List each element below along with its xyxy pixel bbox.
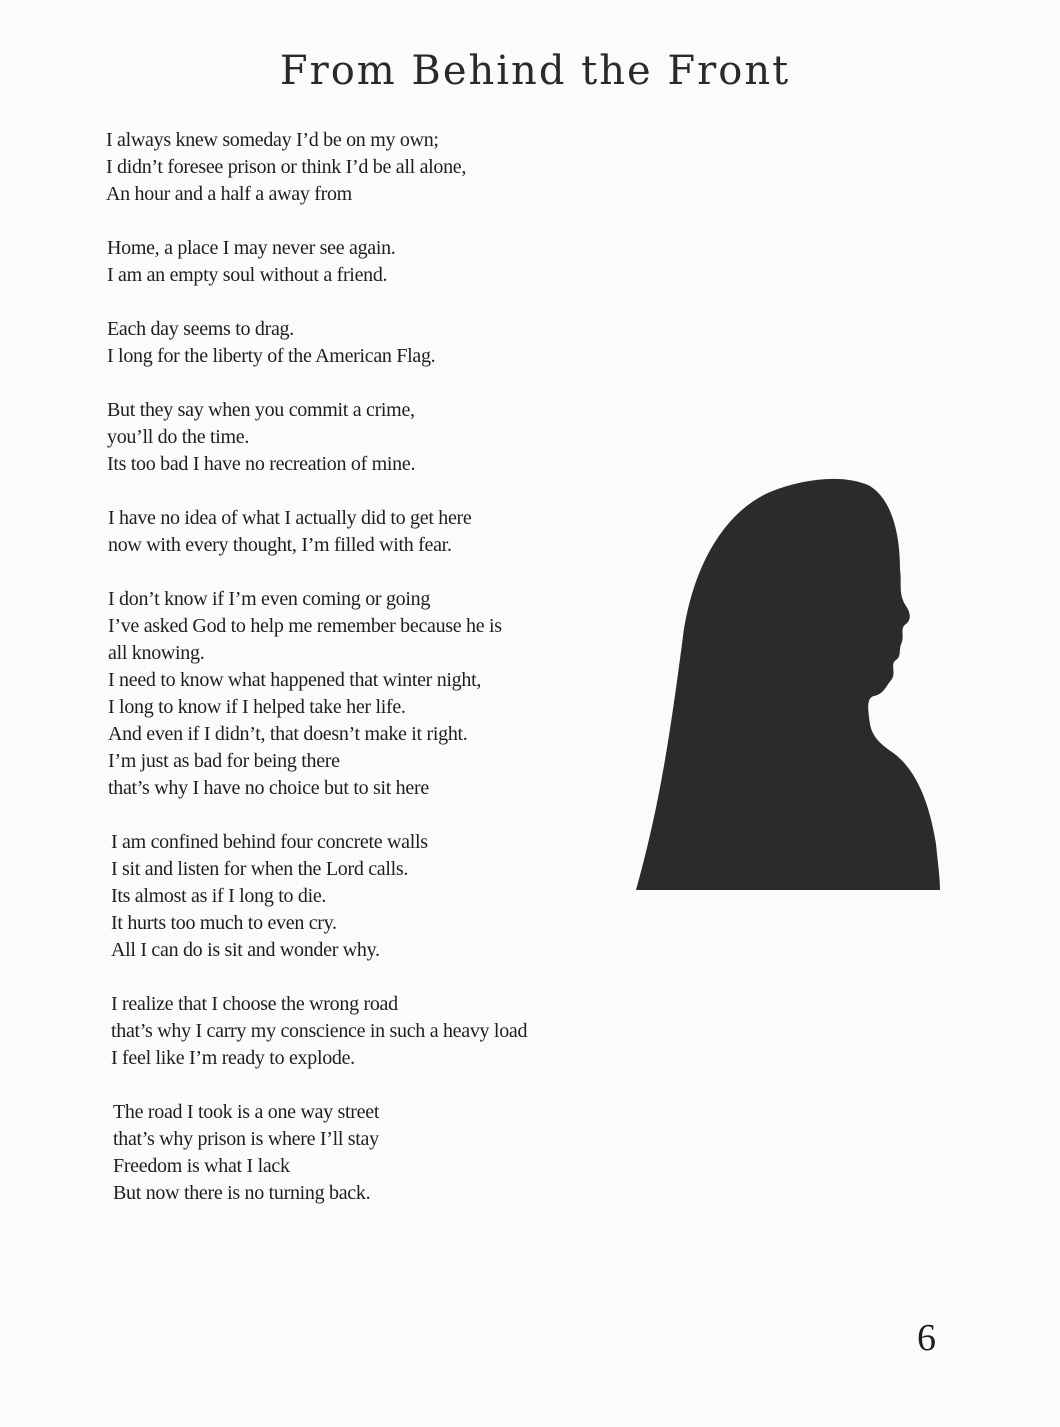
- stanza: [106, 505, 626, 559]
- stanza: [106, 127, 626, 208]
- poem-line: I sit and listen for when the Lord calls.: [111, 858, 409, 880]
- poem-line: I don’t know if I’m even coming or going: [108, 588, 431, 610]
- poem-line: I’ve asked God to help me remember because he is: [108, 615, 502, 637]
- stanza: [106, 316, 626, 370]
- poem-line: Each day seems to drag.: [107, 318, 294, 340]
- poem-line: that’s why I carry my conscience in such a heavy load: [111, 1020, 528, 1042]
- poem-line: I am confined behind four concrete walls: [111, 831, 428, 853]
- poem-line: I realize that I choose the wrong road: [111, 993, 398, 1015]
- poem-line: now with every thought, I’m filled with fear.: [108, 534, 452, 556]
- stanza: [106, 397, 626, 478]
- poem-line: Its almost as if I long to die.: [111, 885, 327, 907]
- poem-line: all knowing.: [108, 642, 205, 664]
- poem-line: I’m just as bad for being there: [108, 750, 340, 772]
- poem-line: I didn’t foresee prison or think I’d be all alone,: [106, 156, 467, 178]
- poem-line: that’s why I have no choice but to sit here: [108, 777, 429, 799]
- page-number: 6: [917, 1317, 936, 1359]
- stanza: [106, 829, 626, 964]
- poem-line: It hurts too much to even cry.: [111, 912, 337, 934]
- poem-line: An hour and a half a away from: [106, 183, 352, 205]
- poem-line: All I can do is sit and wonder why.: [111, 939, 380, 961]
- poem-line: you’ll do the time.: [107, 426, 250, 448]
- poem-line: I always knew someday I’d be on my own;: [106, 129, 439, 151]
- poem-line: I long to know if I helped take her life.: [108, 696, 406, 718]
- poem-body: [106, 127, 626, 1234]
- poem-line: that’s why prison is where I’ll stay: [113, 1128, 379, 1150]
- poem-line: Freedom is what I lack: [113, 1155, 290, 1177]
- woman-profile-silhouette-icon: [630, 474, 946, 894]
- stanza: [106, 586, 626, 802]
- poem-line: I feel like I’m ready to explode.: [111, 1047, 355, 1069]
- poem-line: And even if I didn’t, that doesn’t make it right.: [108, 723, 468, 745]
- poem-line: Its too bad I have no recreation of mine.: [107, 453, 416, 475]
- poem-line: Home, a place I may never see again.: [107, 237, 396, 259]
- poem-line: But now there is no turning back.: [113, 1182, 371, 1204]
- poem-line: I long for the liberty of the American Flag.: [107, 345, 436, 367]
- poem-line: The road I took is a one way street: [113, 1101, 380, 1123]
- stanza: [106, 991, 626, 1072]
- poem-line: But they say when you commit a crime,: [107, 399, 415, 421]
- poem-title: From Behind the Front: [279, 48, 791, 94]
- silhouette-shape: [636, 479, 940, 890]
- poem-line: I am an empty soul without a friend.: [107, 264, 388, 286]
- poem-line: I have no idea of what I actually did to get here: [108, 507, 472, 529]
- poem-line: I need to know what happened that winter night,: [108, 669, 482, 691]
- stanza: [106, 1099, 626, 1207]
- stanza: [106, 235, 626, 289]
